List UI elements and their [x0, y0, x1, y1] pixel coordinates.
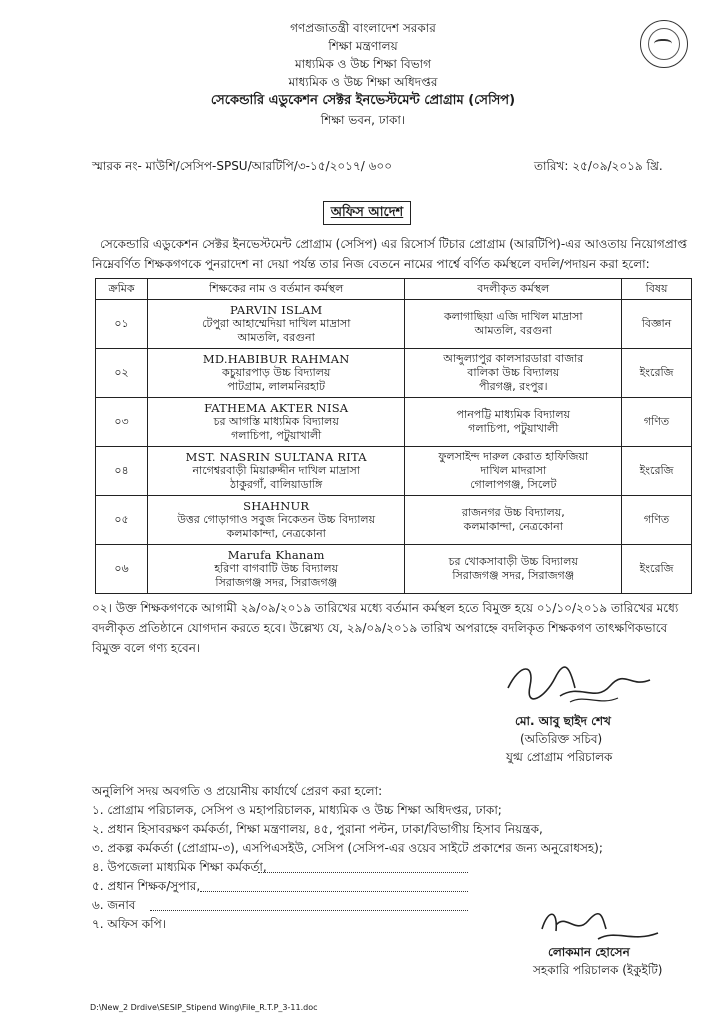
row-subject: ইংরেজি	[622, 447, 692, 496]
new-institution: পানপট্টি মাধ্যমিক বিদ্যালয়	[456, 408, 571, 421]
ministry-logo	[640, 20, 688, 68]
new-institution: রাজনগর উচ্চ বিদ্যালয়,	[461, 506, 565, 519]
table-row	[96, 447, 692, 496]
row-new-workplace	[405, 447, 622, 496]
teacher-name: MST. NASRIN SULTANA RITA	[185, 450, 367, 464]
table-row	[96, 349, 692, 398]
intro-line-2: নিম্নেবর্ণিত শিক্ষকগণকে পুনরাদেশ না দেয়া পর্যন্ত তার নিজ বেতনে নামের পার্শ্বে বর্ণিত কর্মস্থলে বদলি/পদায়ন করা হলো:	[92, 257, 650, 271]
table-row	[96, 300, 692, 349]
row-serial: ০৩	[96, 398, 148, 447]
header-subject: বিষয়	[622, 279, 692, 300]
intro-line-1: সেকেন্ডারি এডুকেশন সেক্টর ইনভেস্টমেন্ট প্রোগ্রাম (সেসিপ) এর রিসোর্স টিচার প্রোগ্রাম (আরটিপি)-এর আওতায় নিয়োগপ্রাপ্ত	[100, 237, 688, 251]
header-directorate: মাধ্যমিক ও উচ্চ শিক্ষা অধিদপ্তর	[288, 75, 438, 89]
row-new-workplace	[405, 398, 622, 447]
table-row	[96, 545, 692, 594]
book-icon	[654, 39, 672, 51]
fill-line	[258, 872, 468, 873]
row-serial: ০১	[96, 300, 148, 349]
current-location: সিরাজগঞ্জ সদর, সিরাজগঞ্জ	[215, 576, 338, 589]
memo-date: তারিখ: ২৫/০৯/২০১৯ খ্রি.	[534, 159, 663, 173]
copy-item-4: ৪. উপজেলা মাধ্যমিক শিক্ষা কর্মকর্তা,	[92, 860, 267, 874]
row-teacher	[147, 447, 405, 496]
para2-line-2: বদলীকৃত প্রতিষ্ঠানে যোগদান করতে হবে। উল্লেখ্য যে, ২৯/০৯/২০১৯ তারিখ অপরাহ্নে বদলিকৃত শিক্ষকগণ তাৎক্ষণিকভাবে	[92, 621, 668, 635]
new-location: গলাচিপা, পটুয়াখালী	[468, 422, 559, 435]
transfer-table	[95, 278, 692, 594]
new-location: গোলাপগঞ্জ, সিলেট	[470, 478, 557, 491]
new-institution-line2: বালিকা উচ্চ বিদ্যালয়	[467, 366, 560, 379]
current-location: আমতলি, বরগুনা	[237, 331, 315, 344]
row-new-workplace	[405, 349, 622, 398]
row-new-workplace	[405, 300, 622, 349]
signatory1-name: মো. আবু ছাইদ শেখ	[515, 714, 611, 728]
row-teacher	[147, 300, 405, 349]
teacher-name: PARVIN ISLAM	[230, 303, 323, 317]
header-ministry: শিক্ষা মন্ত্রণালয়	[328, 39, 398, 53]
teacher-name: Marufa Khanam	[227, 548, 325, 562]
table-header-row	[96, 279, 692, 300]
header-program: সেকেন্ডারি এডুকেশন সেক্টর ইনভেস্টমেন্ট প্রোগ্রাম (সেসিপ)	[210, 93, 516, 108]
table-row	[96, 398, 692, 447]
current-institution: নাগেশ্বরবাড়ী মিয়ারুদ্দীন দাখিল মাদ্রাসা	[192, 464, 360, 477]
teacher-name: FATHEMA AKTER NISA	[204, 401, 349, 415]
row-new-workplace	[405, 496, 622, 545]
row-serial: ০৪	[96, 447, 148, 496]
new-institution: আব্দুল্যাপুর কালসারডারা বাজার	[443, 352, 584, 365]
new-institution: ফুলসাইন্দ দারুল কেরাত হাফিজিয়া	[438, 450, 589, 463]
fill-line	[200, 891, 468, 892]
header-new-workplace: বদলীকৃত কর্মস্থল	[405, 279, 622, 300]
row-subject: ইংরেজি	[622, 545, 692, 594]
signature-image	[536, 905, 666, 945]
new-location: সিরাজগঞ্জ সদর, সিরাজগঞ্জ	[452, 569, 575, 582]
signatory1-designation: (অতিরিক্ত সচিব)	[520, 732, 603, 746]
row-teacher	[147, 349, 405, 398]
signature-image	[500, 658, 660, 708]
current-location: পাটগ্রাম, লালমনিরহাট	[227, 380, 326, 393]
memo-number: স্মারক নং- মাউশি/সেসিপ-SPSU/আরটিপি/৩-১৫/২০১৭/ ৬০০	[92, 159, 393, 173]
copy-item-7: ৭. অফিস কপি।	[92, 917, 167, 931]
signatory1-role: যুগ্ম প্রোগ্রাম পরিচালক	[506, 750, 613, 764]
row-new-workplace	[405, 545, 622, 594]
row-subject: ইংরেজি	[622, 349, 692, 398]
copy-item-3: ৩. প্রকল্প কর্মকর্তা (প্রোগ্রাম-৩), এসপিএসইউ, সেসিপ (সেসিপ-এর ওয়েব সাইটে প্রকাশের জন্য অনুরোধসহ);	[92, 841, 603, 855]
copy-item-2: ২. প্রধান হিসাবরক্ষণ কর্মকর্তা, শিক্ষা মন্ত্রণালয়, ৪৫, পুরানা পল্টন, ঢাকা/বিভাগীয় হিসাব নিয়ন্ত্রক,	[92, 822, 543, 836]
header-division: মাধ্যমিক ও উচ্চ শিক্ষা বিভাগ	[294, 57, 432, 71]
para2-line-1: ০২। উক্ত শিক্ষকগণকে আগামী ২৯/০৯/২০১৯ তারিখের মধ্যে বর্তমান কর্মস্থল হতে বিমুক্ত হয়ে ০১/১০/২০১৯ তারিখের মধ্যে	[92, 601, 679, 615]
row-subject: গণিত	[622, 496, 692, 545]
signatory2-name: লোকমান হোসেন	[548, 945, 630, 959]
copy-item-1: ১. প্রোগ্রাম পরিচালক, সেসিপ ও মহাপরিচালক, মাধ্যমিক ও উচ্চ শিক্ষা অধিদপ্তর, ঢাকা;	[92, 803, 502, 817]
row-teacher	[147, 545, 405, 594]
copy-item-6: ৬. জনাব	[92, 898, 136, 912]
current-institution: টেপুরা আহাম্মেদিয়া দাখিল মাদ্রাসা	[201, 317, 351, 330]
row-serial: ০৫	[96, 496, 148, 545]
new-location: কলমাকান্দা, নেত্রকোনা	[463, 520, 563, 533]
row-subject: গণিত	[622, 398, 692, 447]
row-subject: বিজ্ঞান	[622, 300, 692, 349]
current-institution: কচুয়ারপাড় উচ্চ বিদ্যালয়	[222, 366, 331, 379]
page-title: অফিস আদেশ	[330, 205, 404, 220]
current-institution: হরিণা বাগবাটি উচ্চ বিদ্যালয়	[214, 562, 339, 575]
header-teacher: শিক্ষকের নাম ও বর্তমান কর্মস্থল	[147, 279, 405, 300]
row-teacher	[147, 496, 405, 545]
table-row	[96, 496, 692, 545]
current-location: কলমাকান্দা, নেত্রকোনা	[226, 527, 326, 540]
copy-heading: অনুলিপি সদয় অবগতি ও প্রয়োনীয় কার্যার্থে প্রেরণ করা হলো:	[92, 784, 383, 798]
header-address: শিক্ষা ভবন, ঢাকা।	[320, 113, 406, 127]
header-govt: গণপ্রজাতন্ত্রী বাংলাদেশ সরকার	[290, 21, 436, 35]
new-location: পীরগঞ্জ, রংপুর।	[479, 380, 548, 393]
header-serial: ক্রমিক	[96, 279, 148, 300]
new-location: আমতলি, বরগুনা	[474, 324, 552, 337]
row-serial: ০৬	[96, 545, 148, 594]
para2-line-3: বিমুক্ত বলে গণ্য হবেন।	[92, 641, 201, 655]
teacher-name: MD.HABIBUR RAHMAN	[202, 352, 350, 366]
current-location: ঠাকুরগাঁ, বালিয়াডাঙ্গি	[230, 478, 323, 491]
current-institution: চর আগস্তি মাধ্যমিক বিদ্যালয়	[213, 415, 339, 428]
current-location: গলাচিপা, পটুয়াখালী	[231, 429, 322, 442]
row-serial: ০২	[96, 349, 148, 398]
teacher-name: SHAHNUR	[243, 499, 310, 513]
copy-item-5: ৫. প্রধান শিক্ষক/সুপার,	[92, 879, 201, 893]
row-teacher	[147, 398, 405, 447]
current-institution: উত্তর গোড়াগাও সবুজ নিকেতন উচ্চ বিদ্যালয়	[177, 513, 376, 526]
signatory2-designation: সহকারি পরিচালক (ইকুইটি)	[533, 963, 663, 977]
new-institution: চর খোকসাবাড়ী উচ্চ বিদ্যালয়	[448, 555, 578, 568]
new-institution-line2: দাখিল মাদরাসা	[480, 464, 547, 477]
fill-line	[150, 910, 468, 911]
new-institution: কলাগাছিয়া এজি দাখিল মাদ্রাসা	[443, 310, 583, 323]
file-path: D:\New_2 Drdive\SESIP_Stipend Wing\File_R.T.P_3-11.doc	[90, 1003, 318, 1012]
